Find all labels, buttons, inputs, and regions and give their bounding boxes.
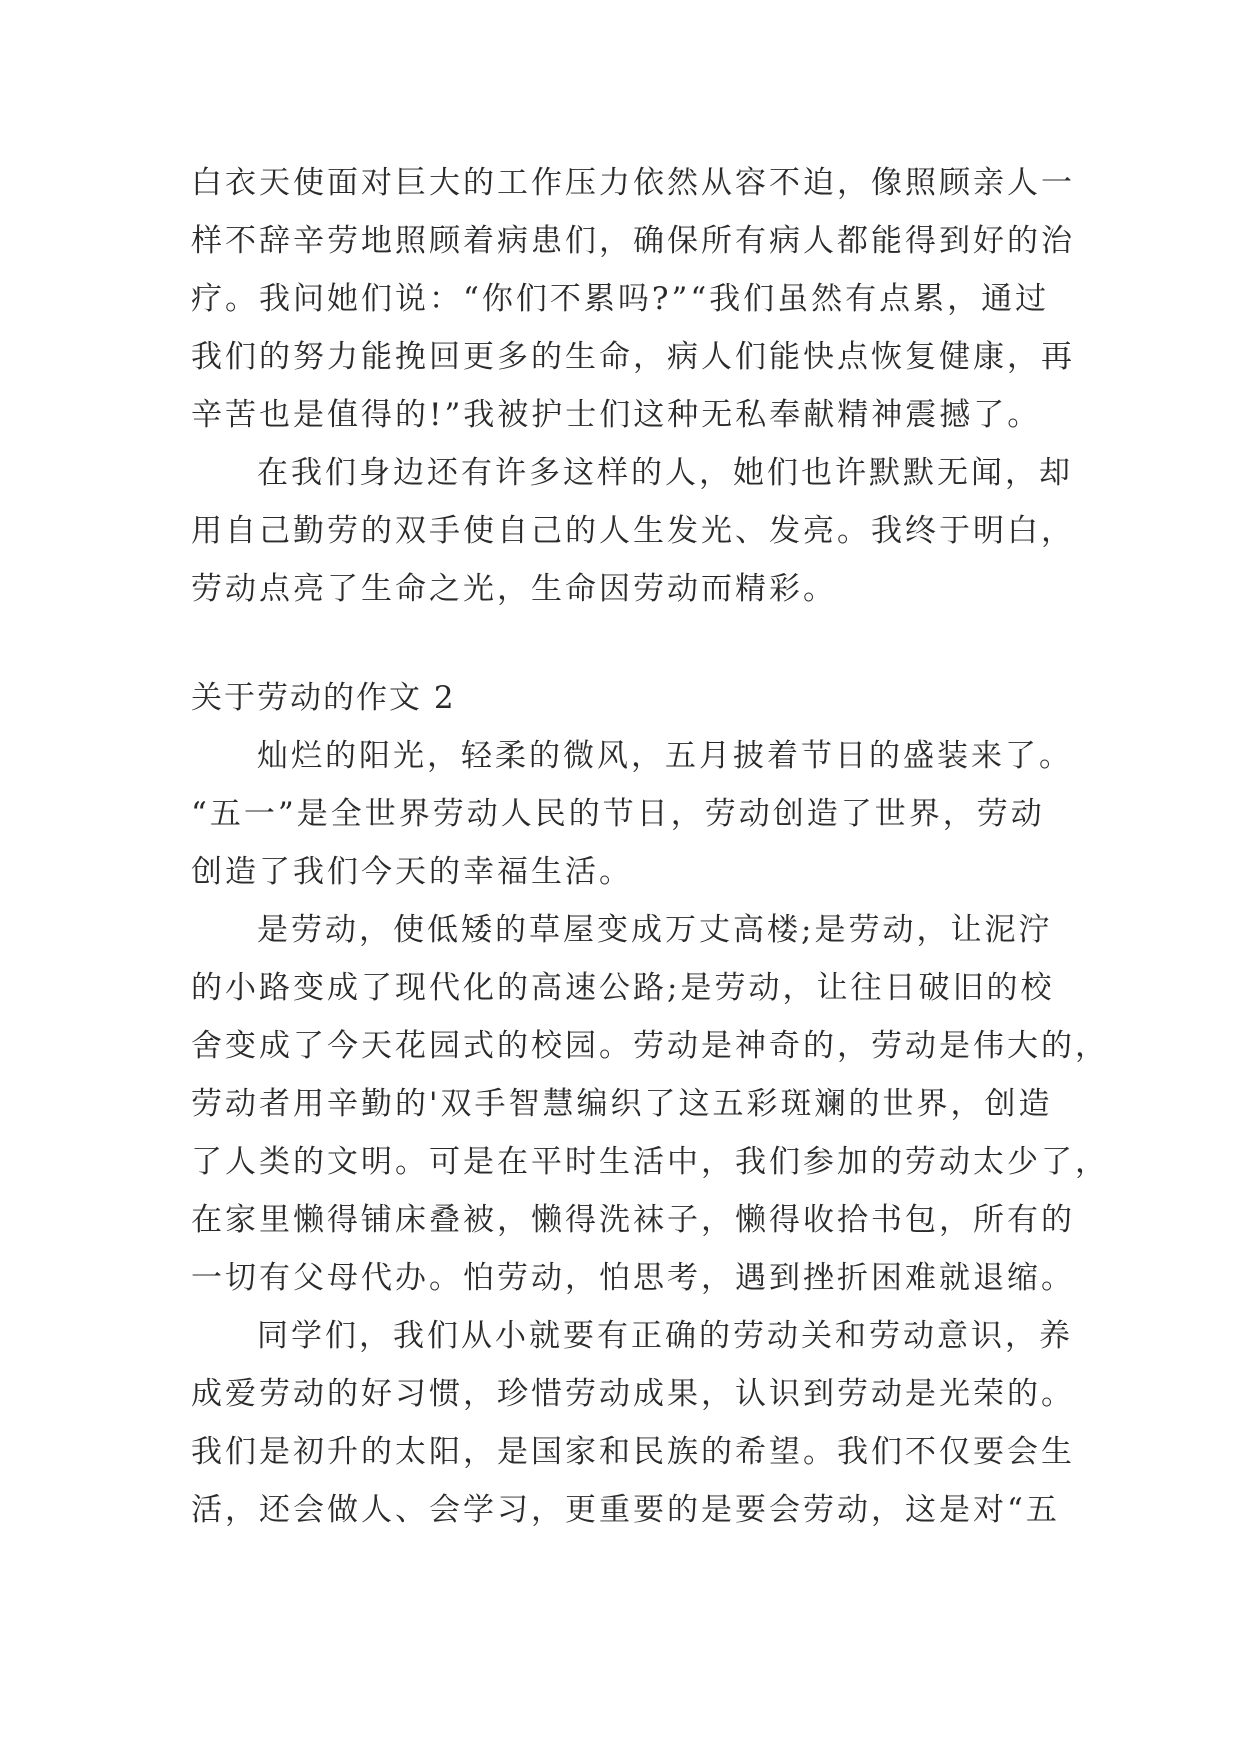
paragraph-line: 的小路变成了现代化的高速公路;是劳动，让往日破旧的校 — [191, 970, 1055, 1006]
paragraph-line: “五一”是全世界劳动人民的节日，劳动创造了世界，劳动 — [191, 796, 1045, 832]
paragraph-line: 辛苦也是值得的!”我被护士们这种无私奉献精神震撼了。 — [191, 397, 1042, 433]
paragraph-line: 舍变成了今天花园式的校园。劳动是神奇的，劳动是伟大的， — [191, 1028, 1109, 1064]
paragraph-line: 白衣天使面对巨大的工作压力依然从容不迫，像照顾亲人一 — [191, 165, 1075, 201]
paragraph-line: 同学们，我们从小就要有正确的劳动关和劳动意识，养 — [257, 1318, 1073, 1354]
paragraph-line: 劳动者用辛勤的'双手智慧编织了这五彩斑斓的世界，创造 — [191, 1086, 1053, 1122]
paragraph-line: 成爱劳动的好习惯，珍惜劳动成果，认识到劳动是光荣的。 — [191, 1376, 1075, 1412]
paragraph-line: 是劳动，使低矮的草屋变成万丈高楼;是劳动，让泥泞 — [257, 912, 1053, 948]
paragraph-line: 了人类的文明。可是在平时生活中，我们参加的劳动太少了， — [191, 1144, 1109, 1180]
paragraph-line: 样不辞辛劳地照顾着病患们，确保所有病人都能得到好的治 — [191, 223, 1075, 259]
paragraph-line: 在我们身边还有许多这样的人，她们也许默默无闻，却 — [257, 455, 1073, 491]
paragraph-line: 在家里懒得铺床叠被，懒得洗袜子，懒得收拾书包，所有的 — [191, 1202, 1075, 1238]
paragraph-line: 劳动点亮了生命之光，生命因劳动而精彩。 — [191, 571, 837, 607]
paragraph-line: 疗。我问她们说：“你们不累吗?”“我们虽然有点累，通过 — [191, 281, 1050, 317]
paragraph-line: 灿烂的阳光，轻柔的微风，五月披着节日的盛装来了。 — [257, 738, 1073, 774]
paragraph-line: 创造了我们今天的幸福生活。 — [191, 854, 633, 890]
paragraph-line: 用自己勤劳的双手使自己的人生发光、发亮。我终于明白， — [191, 513, 1075, 549]
essay-heading: 关于劳动的作文 2 — [191, 680, 456, 716]
paragraph-line: 活，还会做人、会学习，更重要的是要会劳动，这是对“五 — [191, 1492, 1060, 1528]
paragraph-line: 我们的努力能挽回更多的生命，病人们能快点恢复健康，再 — [191, 339, 1075, 375]
essay-continuation — [191, 154, 1075, 618]
paragraph-line: 一切有父母代办。怕劳动，怕思考，遇到挫折困难就退缩。 — [191, 1260, 1075, 1296]
paragraph-line: 我们是初升的太阳，是国家和民族的希望。我们不仅要会生 — [191, 1434, 1075, 1470]
essay-2 — [191, 669, 1109, 1539]
